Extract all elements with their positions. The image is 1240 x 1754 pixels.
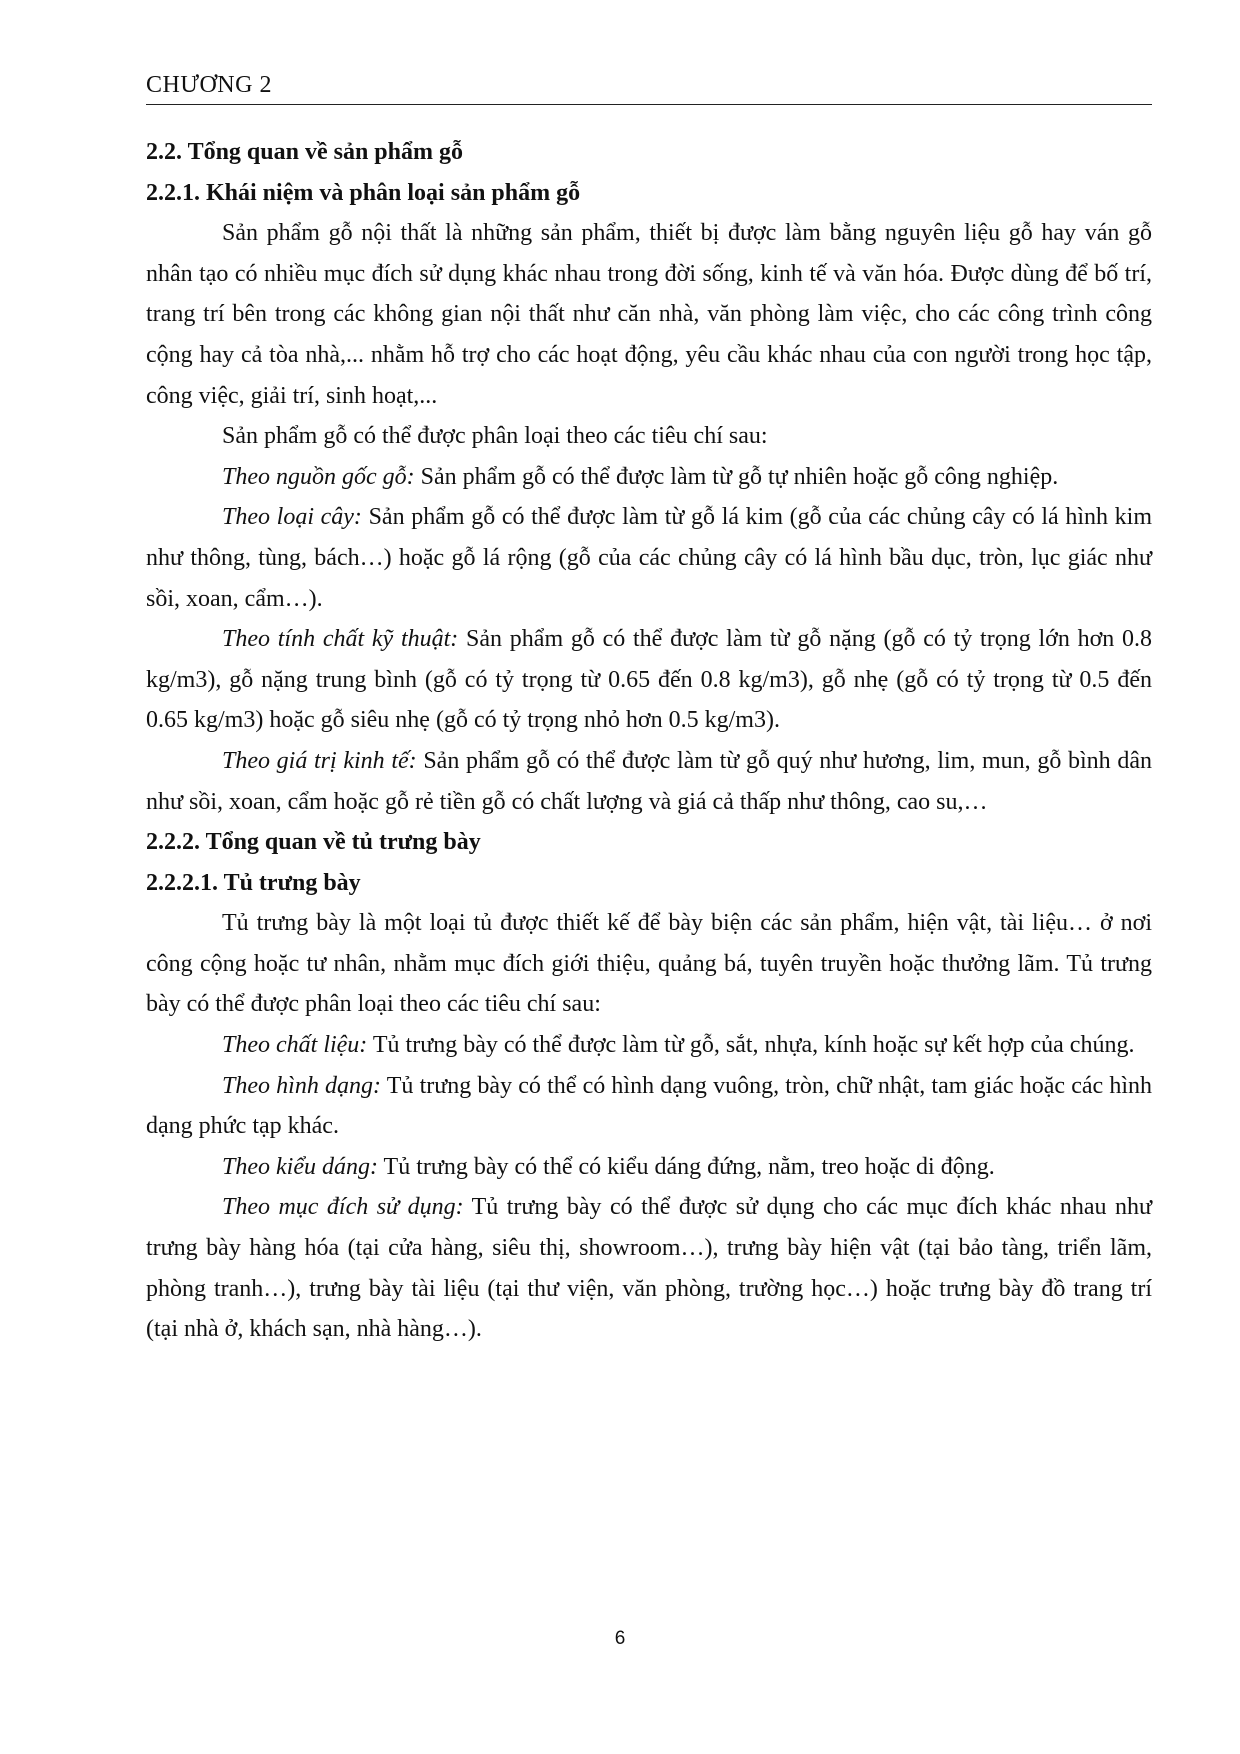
paragraph-classify: Sản phẩm gỗ có thể được phân loại theo các tiêu chí sau: <box>222 423 768 450</box>
heading-2-2-1: 2.2.1. Khái niệm và phân loại sản phẩm gỗ <box>146 179 581 206</box>
chapter-header: CHƯƠNG 2 <box>146 70 1152 105</box>
page-content <box>146 132 1152 1350</box>
page-number: 6 <box>614 1628 626 1649</box>
criterion-label: Theo mục đích sử dụng: <box>222 1194 464 1221</box>
criterion-shape <box>146 1066 1152 1147</box>
paragraph-intro: Sản phẩm gỗ nội thất là những sản phẩm, thiết bị được làm bằng nguyên liệu gỗ hay ván gỗ nhân tạo có nhiều mục đích sử dụng khác nhau trong đời sống, kinh tế và văn hóa. Được dùng để bố trí, trang trí bên trong các không gian nội thất như căn nhà, văn phòng làm việc, cho các công trình công cộng hay cả tòa nhà,... nhằm hỗ trợ cho các hoạt động, yêu cầu khác nhau của con người trong học tập, công việc, giải trí, sinh hoạt,... <box>146 220 1152 409</box>
criterion-label: Theo hình dạng: <box>222 1072 382 1099</box>
criterion-economic <box>146 741 1152 822</box>
criterion-text: Tủ trưng bày có thể có hình dạng vuông, tròn, chữ nhật, tam giác hoặc các hình dạng phức tạp khác. <box>146 1072 1152 1140</box>
criterion-text: Sản phẩm gỗ có thể được làm từ gỗ lá kim (gỗ của các chủng cây có lá hình kim như thông, tùng, bách…) hoặc gỗ lá rộng (gỗ của các chủng cây có lá hình bầu dục, tròn, lục giác như sồi, xoan, cẩm…). <box>146 504 1153 612</box>
criterion-label: Theo chất liệu: <box>222 1032 368 1059</box>
criterion-text: Tủ trưng bày có thể có kiểu dáng đứng, nằm, treo hoặc di động. <box>377 1153 995 1180</box>
criterion-text: Tủ trưng bày có thể được làm từ gỗ, sắt, nhựa, kính hoặc sự kết hợp của chúng. <box>367 1032 1135 1059</box>
heading-2-2-2: 2.2.2. Tổng quan về tủ trưng bày <box>146 829 481 856</box>
heading-2-2: 2.2. Tổng quan về sản phẩm gỗ <box>146 139 463 165</box>
criterion-label: Theo tính chất kỹ thuật: <box>222 626 459 653</box>
heading-2-2-2-1: 2.2.2.1. Tủ trưng bày <box>146 869 361 896</box>
criterion-label: Theo loại cây: <box>222 504 362 531</box>
criterion-text: Sản phẩm gỗ có thể được làm từ gỗ tự nhiên hoặc gỗ công nghiệp. <box>414 463 1059 490</box>
criterion-text: Tủ trưng bày có thể được sử dụng cho các mục đích khác nhau như trưng bày hàng hóa (tại cửa hàng, siêu thị, showroom…), trưng bày hiện vật (tại bảo tàng, triển lãm, phòng tranh…), trưng bày tài liệu (tại thư viện, văn phòng, trường học…) hoặc trưng bày đồ trang trí (tại nhà ở, khách sạn, nhà hàng…). <box>146 1194 1152 1343</box>
criterion-text: Sản phẩm gỗ có thể được làm từ gỗ nặng (gỗ có tỷ trọng lớn hơn 0.8 kg/m3), gỗ nặng trung bình (gỗ có tỷ trọng từ 0.65 đến 0.8 kg/m3), gỗ nhẹ (gỗ có tỷ trọng từ 0.5 đến 0.65 kg/m3) hoặc gỗ siêu nhẹ (gỗ có tỷ trọng nhỏ hơn 0.5 kg/m3). <box>146 626 1153 734</box>
criterion-label: Theo giá trị kinh tế: <box>222 747 417 774</box>
criterion-purpose <box>146 1187 1152 1349</box>
criterion-label: Theo kiểu dáng: <box>222 1153 378 1180</box>
paragraph-cabinet: Tủ trưng bày là một loại tủ được thiết kế để bày biện các sản phẩm, hiện vật, tài liệu… ở nơi công cộng hoặc tư nhân, nhằm mục đích giới thiệu, quảng bá, tuyên truyền hoặc thưởng lãm. Tủ trưng bày có thể được phân loại theo các tiêu chí sau: <box>146 910 1152 1018</box>
criterion-origin <box>146 457 1152 498</box>
criterion-technical <box>146 619 1152 741</box>
criterion-label: Theo nguồn gốc gỗ: <box>222 463 415 490</box>
criterion-style <box>146 1147 1152 1188</box>
criterion-text: Sản phẩm gỗ có thể được làm từ gỗ quý như hương, lim, mun, gỗ bình dân như sồi, xoan, cẩm hoặc gỗ rẻ tiền gỗ có chất lượng và giá cả thấp như thông, cao su,… <box>146 747 1152 815</box>
criterion-material <box>146 1025 1152 1066</box>
criterion-tree-type <box>146 497 1152 619</box>
